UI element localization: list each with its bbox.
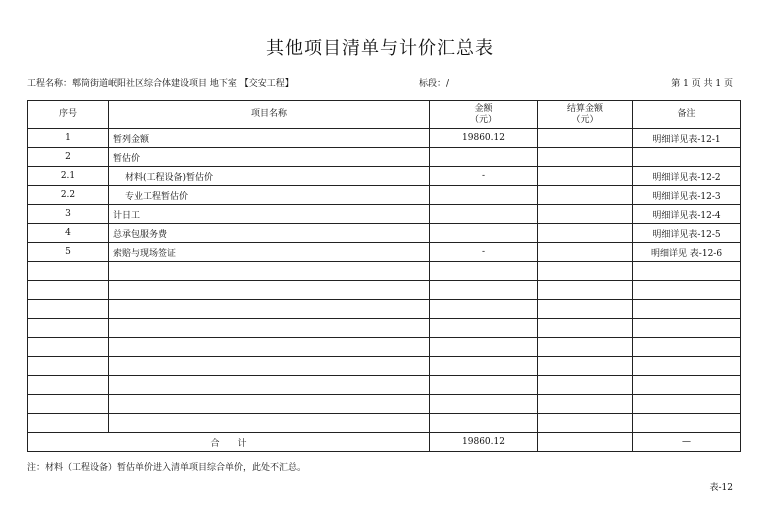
row-seq (28, 338, 109, 357)
row-seq (28, 300, 109, 319)
row-settle (538, 224, 633, 243)
row-name (109, 281, 430, 300)
row-settle (538, 338, 633, 357)
table-row (28, 205, 741, 224)
row-note (633, 262, 741, 281)
row-amount (430, 300, 538, 319)
summary-table (27, 100, 741, 452)
row-seq (28, 281, 109, 300)
row-settle (538, 186, 633, 205)
row-name: 专业工程暂估价 (109, 186, 430, 205)
table-row (28, 300, 741, 319)
header-settle-unit: （元） (571, 114, 599, 125)
table-row (28, 281, 741, 300)
section-label: 标段：/ (419, 79, 450, 89)
row-name (109, 395, 430, 414)
table-row (28, 243, 741, 262)
row-settle (538, 262, 633, 281)
row-settle (538, 357, 633, 376)
project-name: 工程名称：郫筒街道岷阳社区综合体建设项目 地下室 【交安工程】 (27, 79, 294, 89)
row-settle (538, 414, 633, 433)
row-note: 明细详见 表-12-6 (633, 243, 741, 262)
row-settle (538, 129, 633, 148)
header-settle (538, 101, 633, 129)
row-amount (430, 224, 538, 243)
page-count: 第 1 页 共 1 页 (671, 79, 733, 89)
row-settle (538, 395, 633, 414)
table-row (28, 338, 741, 357)
row-settle (538, 300, 633, 319)
row-seq: 5 (28, 243, 109, 262)
row-amount (430, 357, 538, 376)
header-name: 项目名称 (109, 101, 430, 129)
row-name (109, 262, 430, 281)
row-name (109, 338, 430, 357)
table-row (28, 262, 741, 281)
table-row (28, 167, 741, 186)
total-amount: 19860.12 (430, 433, 538, 452)
row-amount: - (430, 167, 538, 186)
row-note: 明细详见表-12-2 (633, 167, 741, 186)
row-note: 明细详见表-12-3 (633, 186, 741, 205)
header-settle-label: 结算金额 (566, 103, 603, 114)
row-seq: 3 (28, 205, 109, 224)
row-name (109, 357, 430, 376)
row-seq: 4 (28, 224, 109, 243)
row-settle (538, 148, 633, 167)
row-note (633, 281, 741, 300)
row-note (633, 319, 741, 338)
row-seq (28, 376, 109, 395)
row-name: 材料(工程设备)暂估价 (109, 167, 430, 186)
row-seq (28, 319, 109, 338)
table-row (28, 357, 741, 376)
row-amount (430, 414, 538, 433)
row-name (109, 300, 430, 319)
total-row (28, 433, 741, 452)
row-amount: 19860.12 (430, 129, 538, 148)
row-name (109, 319, 430, 338)
row-note: 明细详见表-12-1 (633, 129, 741, 148)
header-amount-label: 金额 (474, 103, 493, 114)
total-label: 合 计 (28, 433, 430, 452)
table-header-row (28, 101, 741, 129)
row-name: 暂列金额 (109, 129, 430, 148)
row-name (109, 376, 430, 395)
row-amount (430, 148, 538, 167)
page-title: 其他项目清单与计价汇总表 (266, 38, 494, 59)
row-note (633, 338, 741, 357)
row-settle (538, 376, 633, 395)
row-amount (430, 376, 538, 395)
row-seq: 2.2 (28, 186, 109, 205)
table-row (28, 414, 741, 433)
row-seq (28, 357, 109, 376)
row-note: 明细详见表-12-4 (633, 205, 741, 224)
row-note (633, 376, 741, 395)
row-seq (28, 262, 109, 281)
row-amount (430, 262, 538, 281)
row-amount (430, 319, 538, 338)
table-row (28, 148, 741, 167)
row-name: 计日工 (109, 205, 430, 224)
table-row (28, 224, 741, 243)
table-row (28, 395, 741, 414)
row-seq: 2.1 (28, 167, 109, 186)
header-note: 备注 (633, 101, 741, 129)
row-settle (538, 167, 633, 186)
row-note (633, 300, 741, 319)
row-seq (28, 395, 109, 414)
row-name: 总承包服务费 (109, 224, 430, 243)
row-seq: 1 (28, 129, 109, 148)
total-settle (538, 433, 633, 452)
row-amount (430, 338, 538, 357)
row-seq (28, 414, 109, 433)
row-name: 索赔与现场签证 (109, 243, 430, 262)
row-settle (538, 243, 633, 262)
table-row (28, 376, 741, 395)
row-amount (430, 186, 538, 205)
table-number: 表-12 (709, 483, 733, 493)
row-settle (538, 281, 633, 300)
row-name: 暂估价 (109, 148, 430, 167)
row-note (633, 148, 741, 167)
total-note: — (633, 433, 741, 452)
row-amount (430, 395, 538, 414)
row-note (633, 395, 741, 414)
header-seq: 序号 (28, 101, 109, 129)
row-settle (538, 205, 633, 224)
table-row (28, 319, 741, 338)
table-row (28, 186, 741, 205)
row-settle (538, 319, 633, 338)
header-amount (430, 101, 538, 129)
row-name (109, 414, 430, 433)
row-note (633, 357, 741, 376)
table-row (28, 129, 741, 148)
row-note: 明细详见表-12-5 (633, 224, 741, 243)
footnote: 注：材料（工程设备）暂估单价进入清单项目综合单价，此处不汇总。 (27, 463, 307, 473)
header-amount-unit: （元） (469, 114, 497, 125)
row-amount: - (430, 243, 538, 262)
row-seq: 2 (28, 148, 109, 167)
row-amount (430, 205, 538, 224)
row-amount (430, 281, 538, 300)
row-note (633, 414, 741, 433)
